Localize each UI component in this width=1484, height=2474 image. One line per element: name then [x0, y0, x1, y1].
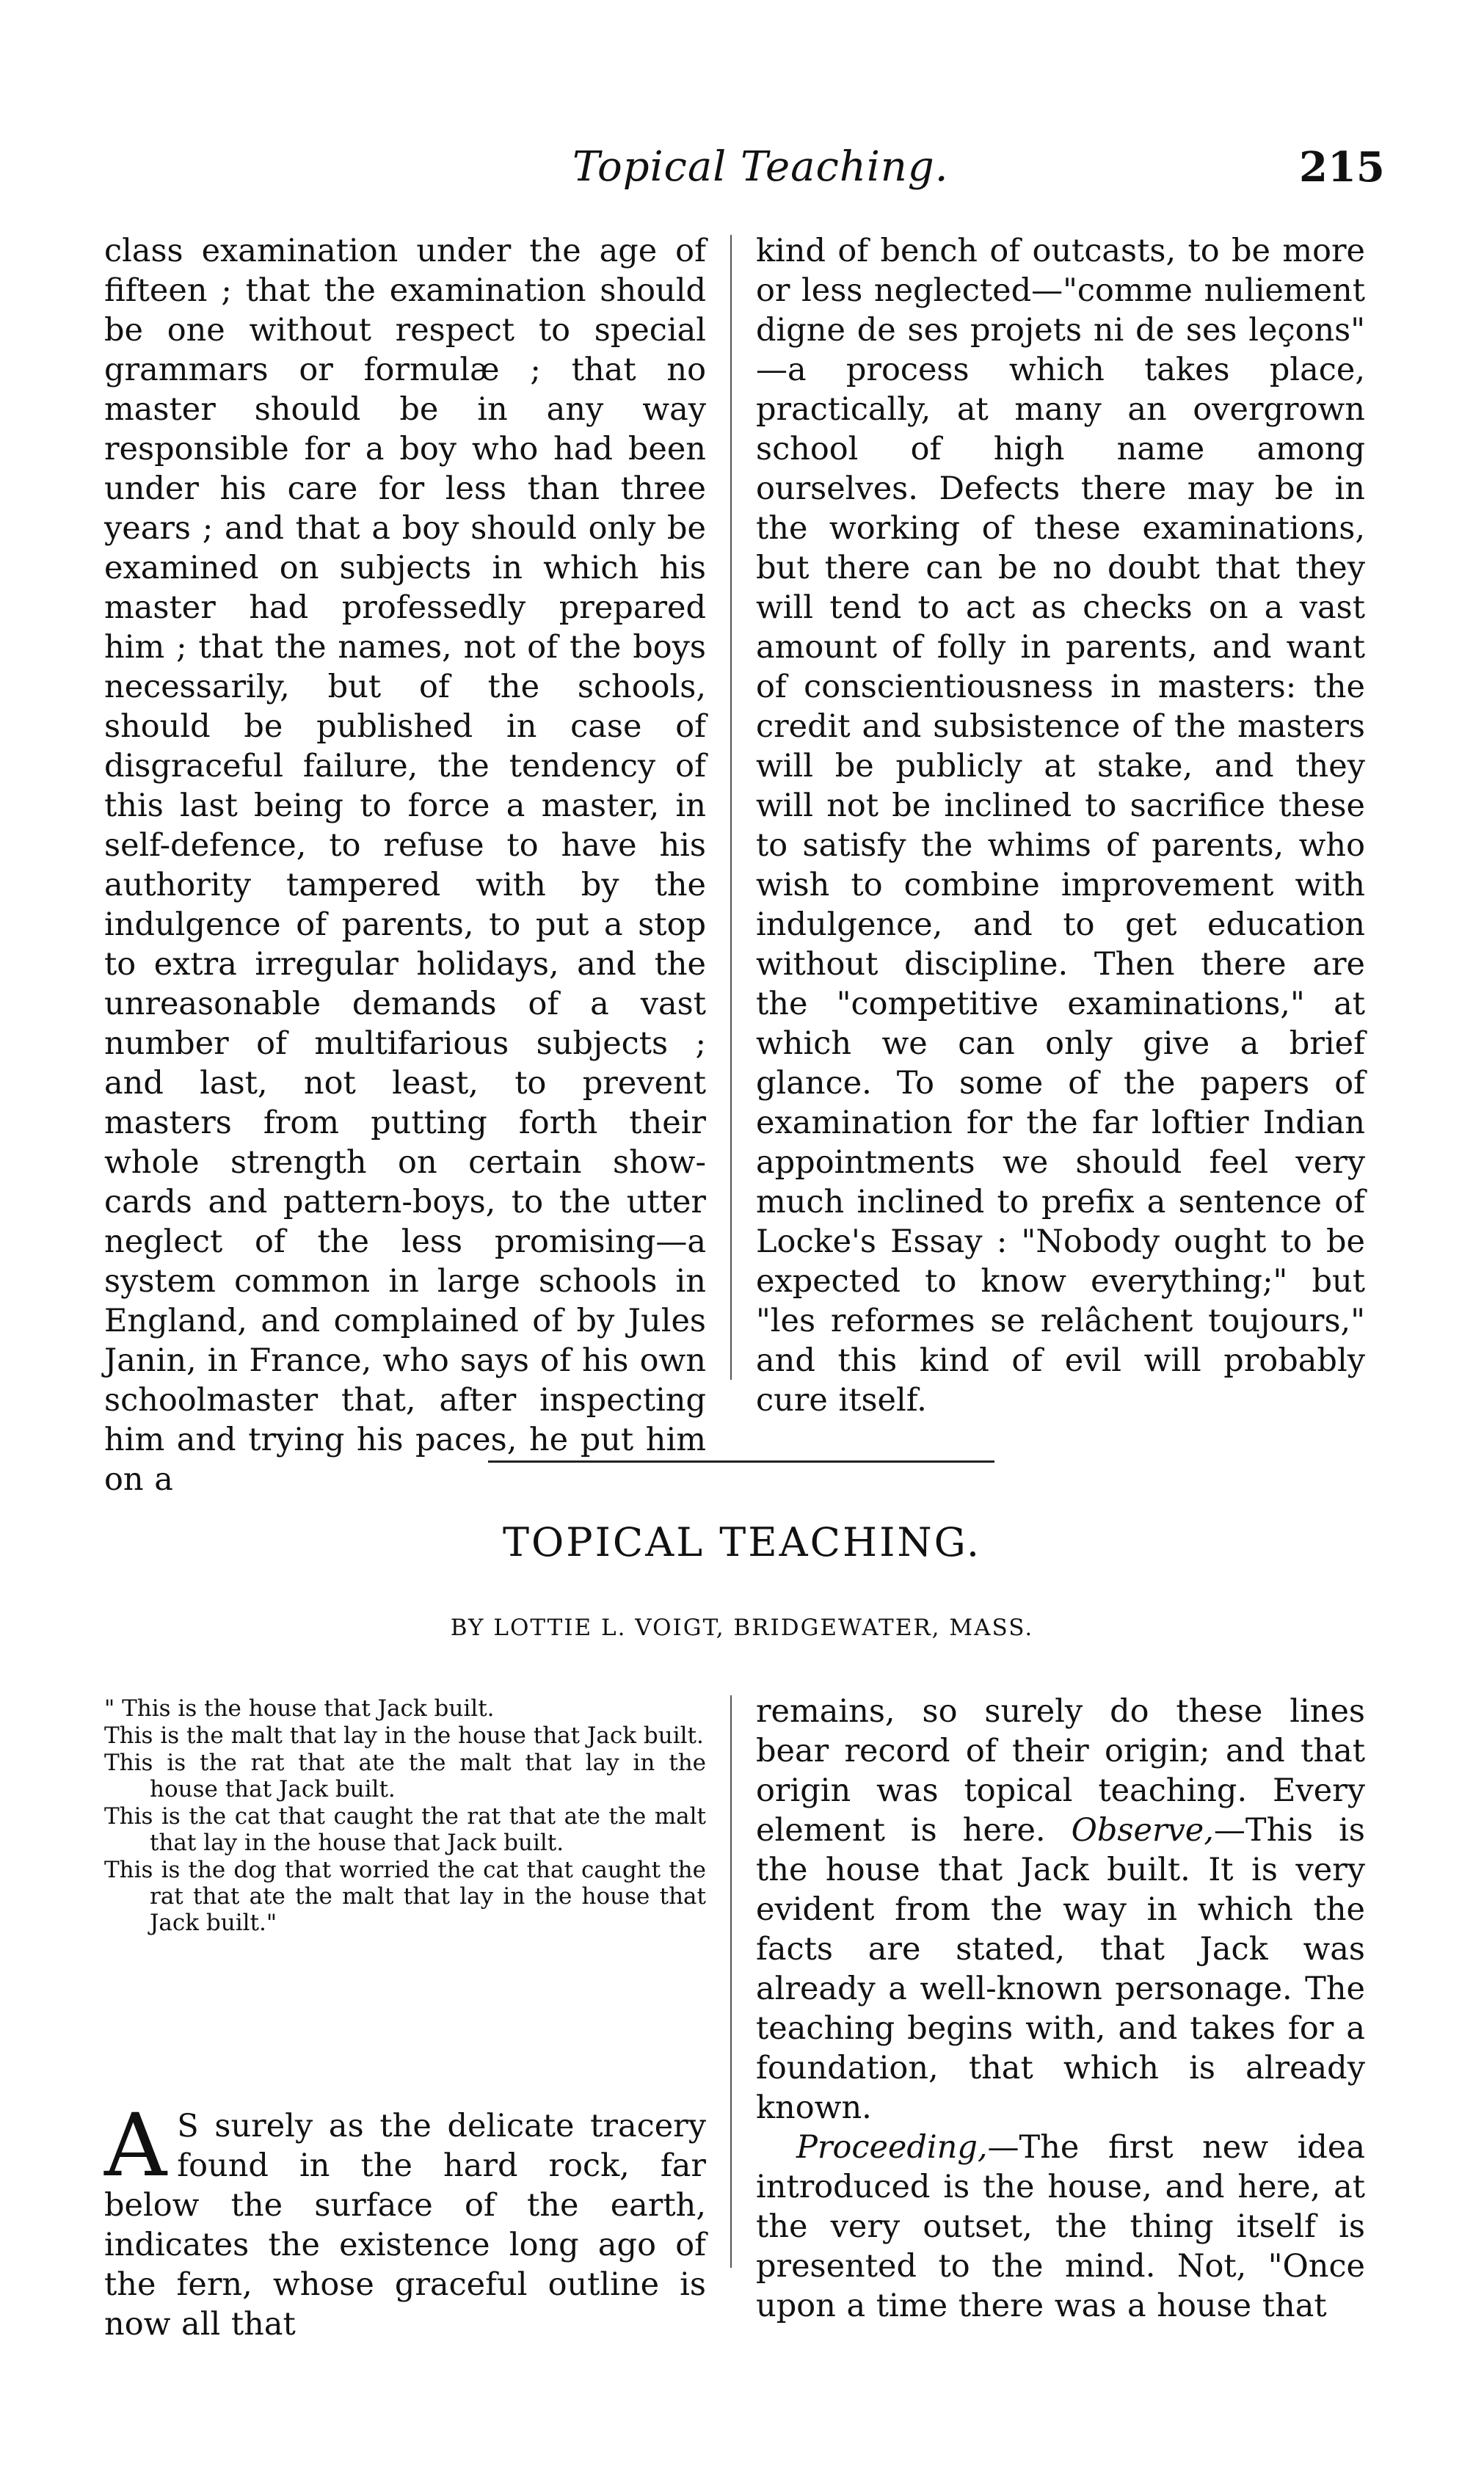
- article-title: TOPICAL TEACHING.: [502, 1519, 982, 1565]
- top-right-paragraph: kind of bench of outcasts, to be more or less neglected—"comme nuliement digne de ses projets ni de ses leçons" —a process which takes place, practically, at many an overgrown school of high name among ourselves. Defects there may be in the working of these examinations, but there can be no doubt that they will tend to act as checks on a vast amount of folly in parents, and want of conscientiousness in masters: the credit and subsistence of the masters will be publicly at stake, and they will not be inclined to sacrifice these to satisfy the whims of parents, who wish to combine improvement with indulgence, and to get education without discipline. Then there are the "competitive examinations," at which we can only give a brief glance. To some of the papers of examination for the far loftier Indian appointments we should feel very much inclined to prefix a sentence of Locke's Essay : "Nobody ought to be expected to know everything;" but "les reformes se relâchent toujours," and this kind of evil will probably cure itself.: [756, 233, 1365, 1419]
- article-byline: BY LOTTIE L. VOIGT, BRIDGEWATER, MASS.: [450, 1615, 1034, 1641]
- running-head: [0, 143, 1484, 209]
- section-divider: [488, 1460, 994, 1463]
- right-paragraph-2-text: —The first new idea introduced is the house, and here, at the very outset, the thing itself is presented to the mind. Not, "Once upon a time there was a house that: [756, 2129, 1365, 2324]
- column-divider-bottom: [730, 1695, 732, 2268]
- opening-paragraph: [104, 2095, 706, 2344]
- right-paragraph-1-cont: —This is the house that Jack built. It is very evident from the way in which the facts are stated, that Jack was already a well-known personage. The teaching begins with, and takes for a foundation, that which is already known.: [756, 1812, 1365, 2126]
- rhyme-line: This is the malt that lay in the house that Jack built.: [104, 1722, 704, 1749]
- running-title: Topical Teaching.: [572, 143, 949, 191]
- observe-label: Observe,: [1071, 1812, 1214, 1849]
- right-paragraph-1-start: remains, so surely do these lines bear record of their origin; and that origin was topical teaching. Every element is here.: [756, 1693, 1365, 1849]
- rhyme-line: This is the cat that caught the rat that ate the malt that lay in the house that Jack built.: [104, 1803, 706, 1856]
- top-left-paragraph: class examination under the age of fifteen ; that the examination should be one without respect to special grammars or formulæ ; that no master should be in any way responsible for a boy who had been under his care for less than three years ; and that a boy should only be examined on subjects in which his master had professedly prepared him ; that the names, not of the boys necessarily, but of the schools, should be published in case of disgraceful failure, the tendency of this last being to force a master, in self-defence, to refuse to have his authority tampered with by the indulgence of parents, to put a stop to extra irregular holidays, and the unreasonable demands of a vast number of multifarious subjects ; and last, not least, to prevent masters from putting forth their whole strength on certain show-cards and pattern-boys, to the utter neglect of the less promising—a system common in large schools in England, and complained of by Jules Janin, in France, who says of his own schoolmaster that, after inspecting him and trying his paces, he put him on a: [104, 233, 706, 1498]
- drop-cap: A: [104, 2095, 167, 2196]
- column-divider-top: [730, 235, 732, 1380]
- page-number: 215: [1299, 143, 1385, 192]
- right-paragraph-2: [756, 2128, 1365, 2326]
- bottom-right-column: [756, 1692, 1365, 2326]
- top-right-column: [756, 231, 1365, 1420]
- bottom-left-column: [104, 2095, 706, 2344]
- opening-text: S surely as the delicate tracery found in the hard rock, far below the surface of the earth, indicates the existence long ago of the fern, whose graceful outline is now all that: [104, 2108, 706, 2343]
- rhyme-line: This is the dog that worried the cat that caught the rat that ate the malt that lay in the house that Jack built.": [104, 1857, 706, 1936]
- right-paragraph-1: [756, 1692, 1365, 2128]
- epigraph-rhyme: [104, 1695, 706, 1937]
- top-left-column: [104, 231, 706, 1499]
- proceeding-label: Proceeding,: [796, 2129, 988, 2166]
- rhyme-line: This is the rat that ate the malt that lay in the house that Jack built.: [104, 1750, 706, 1802]
- rhyme-line: " This is the house that Jack built.: [104, 1695, 495, 1722]
